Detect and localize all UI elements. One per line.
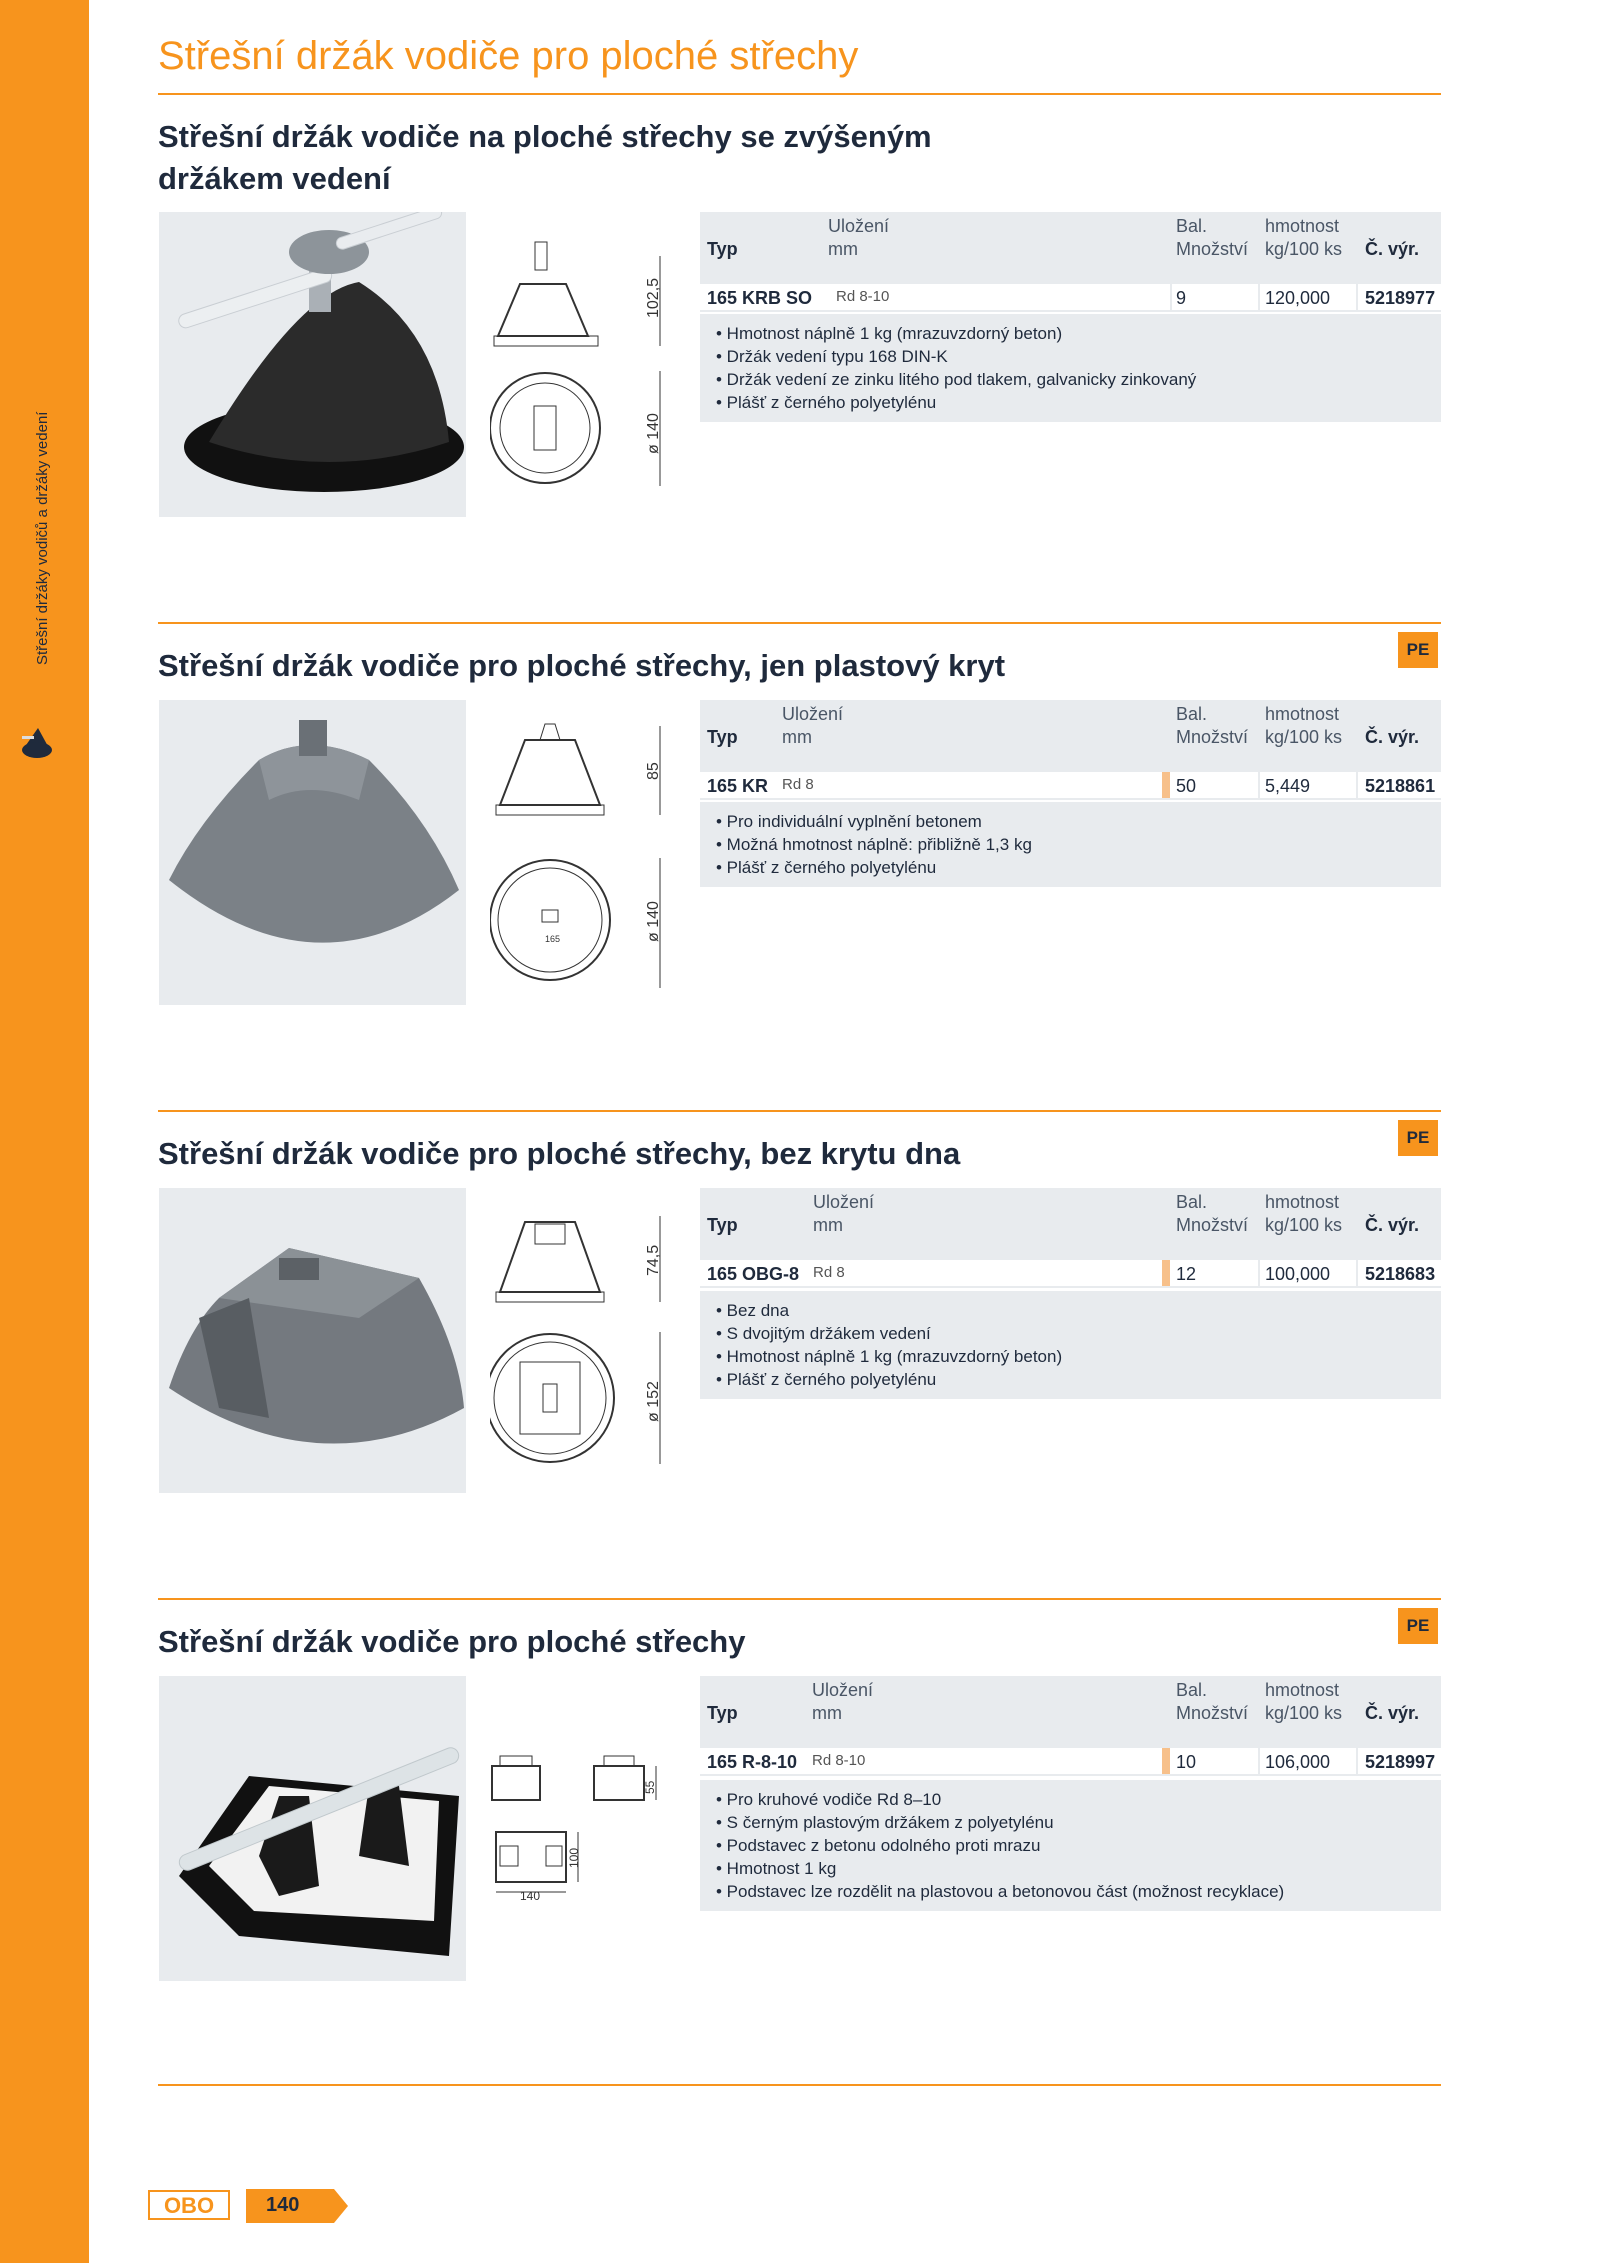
product-photo (159, 1676, 466, 1981)
table-header: Uložení mm Typ Bal. Množství hmotnost kg/100 ks Č. výr. (700, 700, 1441, 772)
table-row: 165 KR Rd 8 50 5,449 5218861 (700, 772, 1441, 800)
product-photo (159, 212, 466, 517)
section-title: Střešní držák vodiče pro ploché střechy (158, 1624, 746, 1659)
diameter-dimension: ø 140 (645, 901, 662, 942)
title-rule (158, 93, 1441, 95)
product-table (700, 212, 1441, 312)
height-dimension: 102,5 (645, 277, 662, 318)
side-label: Střešní držáky vodičů a držáky vedení (34, 411, 51, 665)
product-thumbnail-icon (16, 720, 56, 766)
material-badge: PE (1398, 632, 1438, 668)
technical-drawing (490, 236, 680, 496)
height-dimension: 55 (643, 1780, 657, 1794)
diameter-dimension: ø 140 (645, 413, 662, 454)
section-rule (158, 1598, 1441, 1600)
concrete-base-photo (159, 1676, 466, 1981)
svg-text:OBO: OBO (163, 2193, 215, 2218)
section-title: Střešní držák vodiče na ploché střechy se zvýšeným držákem vedení (158, 119, 932, 196)
obo-logo (148, 2190, 230, 2220)
material-badge: PE (1398, 1608, 1438, 1644)
depth-dimension: 100 (567, 1847, 581, 1868)
technical-drawing (490, 720, 680, 1000)
technical-drawing (490, 1212, 680, 1482)
roof-holder-photo (159, 212, 466, 517)
footer-rule (158, 2084, 1441, 2086)
product-notes: • Hmotnost náplně 1 kg (mrazuvzdorný beton) • Držák vedení typu 168 DIN-K • Držák vedení ze zinku litého pod tlakem, galvanicky zinkovaný • Plášť z černého polyetylénu (700, 314, 1441, 422)
diameter-dimension: ø 152 (645, 1381, 662, 1422)
sidebar (0, 0, 89, 2263)
table-row: 165 KRB SO Rd 8-10 9 120,000 5218977 (700, 284, 1441, 312)
table-header: Uložení mm Typ Bal. Množství hmotnost kg/100 ks Č. výr. (700, 1188, 1441, 1260)
product-table (700, 700, 1441, 800)
product-notes: • Pro individuální vyplnění betonem • Možná hmotnost náplně: přibližně 1,3 kg • Plášť z černého polyetylénu (700, 802, 1441, 887)
page-number: 140 (246, 2189, 348, 2223)
table-header: Uložení mm Typ Bal. Množství hmotnost kg/100 ks Č. výr. (700, 212, 1441, 284)
height-dimension: 74,5 (645, 1244, 662, 1276)
product-table (700, 1676, 1441, 1776)
table-row: 165 R-8-10 Rd 8-10 10 106,000 5218997 (700, 1748, 1441, 1776)
technical-drawing (486, 1752, 676, 1902)
product-table (700, 1188, 1441, 1288)
section-rule (158, 1110, 1441, 1112)
material-badge: PE (1398, 1120, 1438, 1156)
product-photo (159, 700, 466, 1005)
no-bottom-holder-photo (159, 1188, 466, 1493)
section-title: Střešní držák vodiče pro ploché střechy, jen plastový kryt (158, 648, 1006, 683)
product-notes: • Bez dna • S dvojitým držákem vedení • Hmotnost náplně 1 kg (mrazuvzdorný beton) • Plášť z černého polyetylénu (700, 1291, 1441, 1399)
section-title: Střešní držák vodiče pro ploché střechy, bez krytu dna (158, 1136, 961, 1171)
product-photo (159, 1188, 466, 1493)
width-dimension: 140 (520, 1889, 541, 1902)
table-header: Uložení mm Typ Bal. Množství hmotnost kg/100 ks Č. výr. (700, 1676, 1441, 1748)
section-rule (158, 622, 1441, 624)
table-row: 165 OBG-8 Rd 8 12 100,000 5218683 (700, 1260, 1441, 1288)
product-notes: • Pro kruhové vodiče Rd 8–10 • S černým plastovým držákem z polyetylénu • Podstavec z betonu odolného proti mrazu • Hmotnost 1 kg • Podstavec lze rozdělit na plastovou a betonovou část (možnost recyklace) (700, 1780, 1441, 1911)
plastic-cover-photo (159, 700, 466, 1005)
height-dimension: 85 (645, 762, 662, 780)
page-title: Střešní držák vodiče pro ploché střechy (158, 34, 859, 78)
embossed-stamp: 165 (545, 934, 561, 944)
